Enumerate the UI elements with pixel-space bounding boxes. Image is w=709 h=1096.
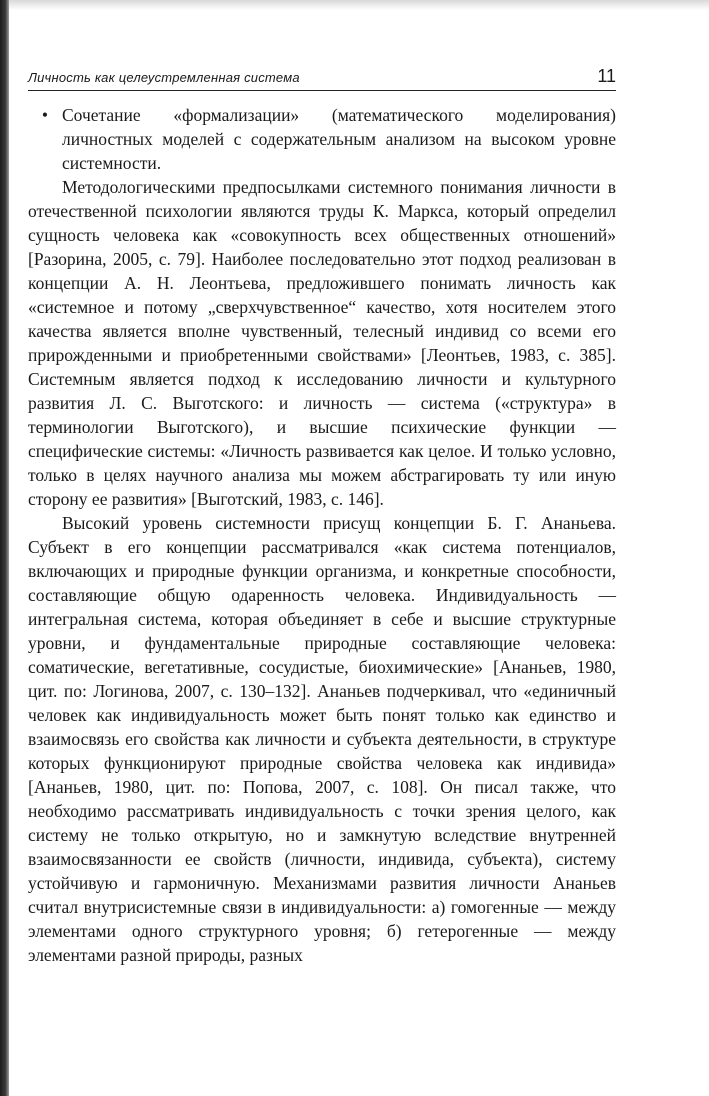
bullet-item xyxy=(28,103,616,175)
scan-shadow-top xyxy=(0,0,709,10)
running-head xyxy=(28,66,616,91)
body-text xyxy=(28,103,616,967)
book-page xyxy=(28,66,616,967)
page-number: 11 xyxy=(597,66,616,86)
paragraph-methodology: Методологическими предпосылками системного понимания личности в отечественной психологии являются труды К. Маркса, который определил сущность человека как «совокупность всех общественных отношений» [Разорина, 2005, с. 79]. Наиболее последовательно этот подход реализован в концепции А. Н. Леонтьева, предложившего понимать личность как «системное и потому „сверхчувственное“ качество, хотя носителем этого качества является вполне чувственный, телесный индивид со всеми его прирожденными и приобретенными свойствами» [Леонтьев, 1983, с. 385]. Системным является подход к исследованию личности и культурного развития Л. С. Выготского: и личность — система («структура» в терминологии Выготского), и высшие психические функции — специфические системы: «Личность развивается как целое. И только условно, только в целях научного анализа мы можем абстрагировать ту или иную сторону ее развития» [Выготский, 1983, с. 146]. xyxy=(28,177,616,509)
bullet-marker: • xyxy=(41,105,49,125)
bullet-text: Сочетание «формализации» (математического моделирования) личностных моделей с содержательным анализом на высоком уровне системности. xyxy=(62,105,616,173)
running-head-title: Личность как целеустремленная система xyxy=(28,70,300,85)
book-spine-shadow xyxy=(0,0,9,1096)
paragraph-ananiev: Высокий уровень системности присущ концепции Б. Г. Ананьева. Субъект в его концепции рассматривался «как система потенциалов, включающих и природные функции организма, и конкретные способности, составляющие общую одаренность человека. Индивидуальность — интегральная система, которая объединяет в себе и высшие структурные уровни, и фундаментальные природные составляющие человека: соматические, вегетативные, сосудистые, биохимические» [Ананьев, 1980, цит. по: Логинова, 2007, с. 130–132]. Ананьев подчеркивал, что «единичный человек как индивидуальность может быть понят только как единство и взаимосвязь его свойства как личности и субъекта деятельности, в структуре которых функционируют природные свойства человека как индивида» [Ананьев, 1980, цит. по: Попова, 2007, с. 108]. Он писал также, что необходимо рассматривать индивидуальность с точки зрения целого, как систему не только открытую, но и замкнутую вследствие внутренней взаимосвязанности ее свойств (личности, индивида, субъекта), систему устойчивую и гармоничную. Механизмами развития личности Ананьев считал внутрисистемные связи в индивидуальности: а) гомогенные — между элементами одного структурного уровня; б) гетерогенные — между элементами разной природы, разных xyxy=(28,513,616,965)
